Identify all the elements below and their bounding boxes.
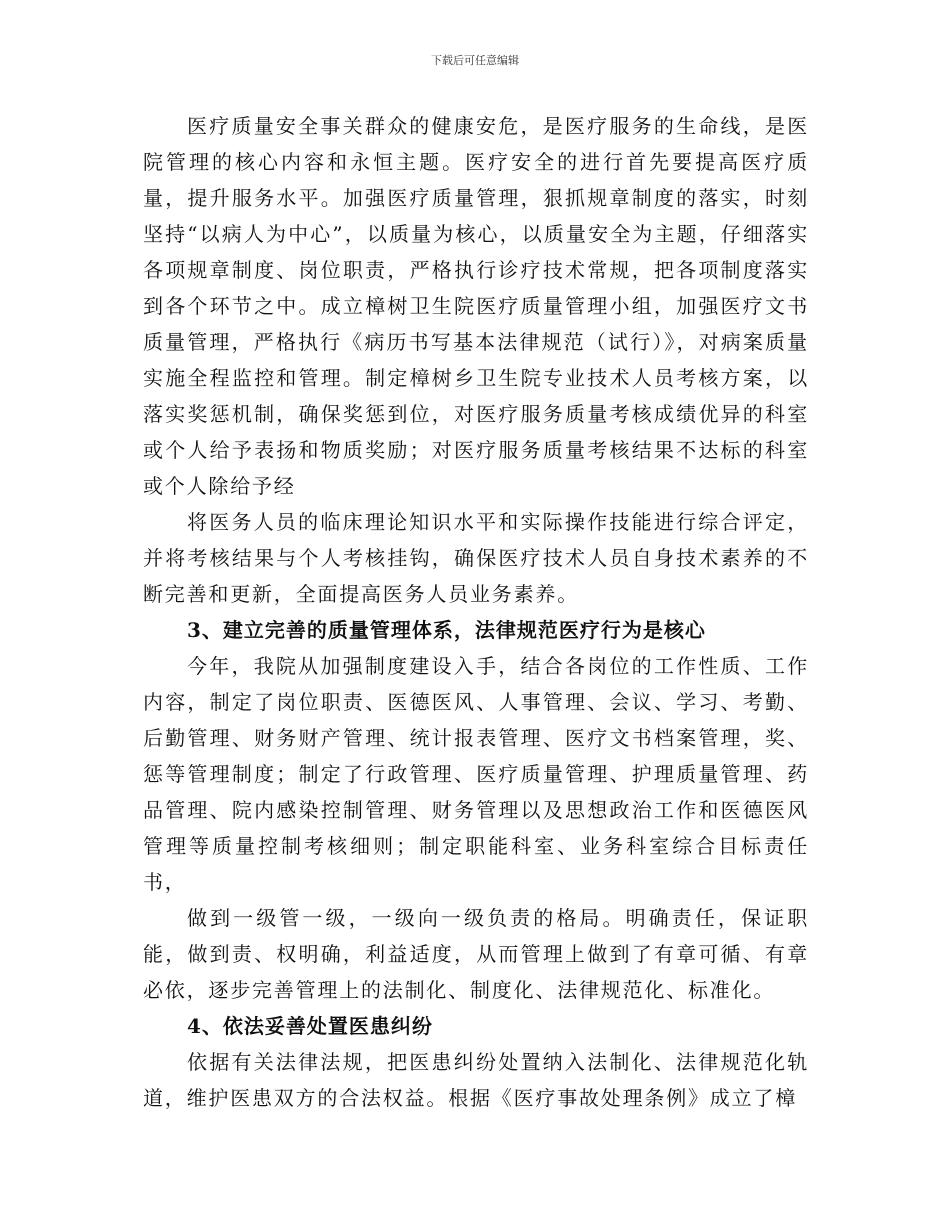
paragraph-assessment: 将医务人员的临床理论知识水平和实际操作技能进行综合评定，并将考核结果与个人考核挂钩，确保医疗技术人员自身技术素养的不断完善和更新，全面提高医务人员业务素养。 [143,510,809,606]
page-header: 下载后可任意编辑 [431,54,519,67]
section-heading-3: 3、建立完善的质量管理体系，法律规范医疗行为是核心 [187,618,706,642]
paragraph-system-building: 今年，我院从加强制度建设入手，结合各岗位的工作性质、工作内容，制定了岗位职责、医德医风、人事管理、会议、学习、考勤、后勤管理、财务财产管理、统计报表管理、医疗文书档案管理，奖、惩等管理制度；制定了行政管理、医疗质量管理、护理质量管理、药品管理、院内感染控制管理、财务管理以及思想政治工作和医德医风管理等质量控制考核细则；制定职能科室、业务科室综合目标责任书， [143,654,809,894]
paragraph-quality-safety: 医疗质量安全事关群众的健康安危，是医疗服务的生命线，是医院管理的核心内容和永恒主题。医疗安全的进行首先要提高医疗质量，提升服务水平。加强医疗质量管理，狠抓规章制度的落实，时刻坚持“以病人为中心”，以质量为核心，以质量安全为主题，仔细落实各项规章制度、岗位职责，严格执行诊疗技术常规，把各项制度落实到各个环节之中。成立樟树卫生院医疗质量管理小组，加强医疗文书质量管理，严格执行《病历书写基本法律规范（试行）》，对病案质量实施全程监控和管理。制定樟树乡卫生院专业技术人员考核方案，以落实奖惩机制，确保奖惩到位，对医疗服务质量考核成绩优异的科室或个人给予表扬和物质奖励；对医疗服务质量考核结果不达标的科室或个人除给予经 [143,114,809,498]
paragraph-responsibility: 做到一级管一级，一级向一级负责的格局。明确责任，保证职能，做到责、权明确，利益适度，从而管理上做到了有章可循、有章必依，逐步完善管理上的法制化、制度化、法律规范化、标准化。 [143,906,809,1002]
section-heading-4: 4、依法妥善处置医患纠纷 [187,1014,433,1038]
paragraph-dispute-handling: 依据有关法律法规，把医患纠纷处置纳入法制化、法律规范化轨道，维护医患双方的合法权益。根据《医疗事故处理条例》成立了樟 [143,1050,809,1110]
document-body [143,108,809,1116]
